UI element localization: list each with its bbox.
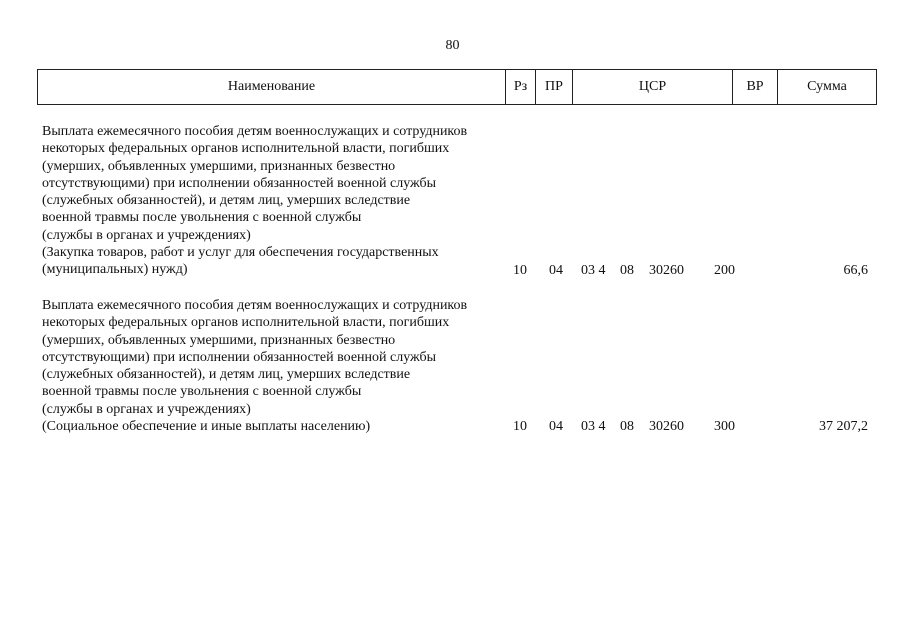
row-name-line: (службы в органах и учреждениях) [42, 227, 251, 243]
row-name-line: (служебных обязанностей), и детям лиц, умерших вследствие [42, 193, 411, 209]
table-row-name [42, 297, 512, 435]
header-pr: ПР [535, 70, 572, 104]
row-pr: 04 [549, 263, 563, 278]
header-csr: ЦСР [572, 70, 732, 104]
header-vr: ВР [732, 70, 777, 104]
row-name-line: (Социальное обеспечение и иные выплаты населению) [42, 419, 371, 435]
row-vr: 200 [714, 263, 735, 278]
row-name-line: (муниципальных) нужд) [42, 262, 188, 278]
row-name-line: военной травмы после увольнения с военной службы [42, 384, 362, 400]
row-csr-program: 03 4 [581, 419, 606, 434]
row-sum: 37 207,2 [819, 419, 868, 434]
row-pr: 04 [549, 419, 563, 434]
header-name: Наименование [227, 79, 316, 94]
row-name-line: (умерших, объявленных умершими, признанных безвестно [42, 332, 396, 348]
row-name-line: (Закупка товаров, работ и услуг для обеспечения государственных [42, 245, 439, 261]
row-name-line: отсутствующими) при исполнении обязанностей военной службы [42, 175, 437, 191]
page-number: 80 [445, 38, 460, 53]
row-csr-direction: 30260 [649, 263, 684, 278]
row-csr-subprogram: 08 [620, 419, 634, 434]
row-name-line: (службы в органах и учреждениях) [42, 401, 251, 417]
row-csr-direction: 30260 [649, 419, 684, 434]
table-row-name [42, 123, 512, 279]
row-rz: 10 [513, 263, 527, 278]
row-name-line: (умерших, объявленных умершими, признанных безвестно [42, 158, 396, 174]
row-vr: 300 [714, 419, 735, 434]
row-name-line: военной травмы после увольнения с военной службы [42, 210, 362, 226]
row-csr-subprogram: 08 [620, 263, 634, 278]
row-name-line: (служебных обязанностей), и детям лиц, умерших вследствие [42, 367, 411, 383]
row-sum: 66,6 [843, 263, 868, 278]
row-name-line: некоторых федеральных органов исполнительной власти, погибших [42, 315, 450, 331]
row-csr-program: 03 4 [581, 263, 606, 278]
row-rz: 10 [513, 419, 527, 434]
header-sum: Сумма [777, 70, 876, 104]
header-rz: Рз [505, 70, 535, 104]
row-name-line: Выплата ежемесячного пособия детям военнослужащих и сотрудников [42, 124, 468, 139]
row-name-line: отсутствующими) при исполнении обязанностей военной службы [42, 349, 437, 365]
table-header [37, 69, 877, 105]
row-name-line: некоторых федеральных органов исполнительной власти, погибших [42, 141, 450, 157]
row-name-line: Выплата ежемесячного пособия детям военнослужащих и сотрудников [42, 298, 468, 313]
